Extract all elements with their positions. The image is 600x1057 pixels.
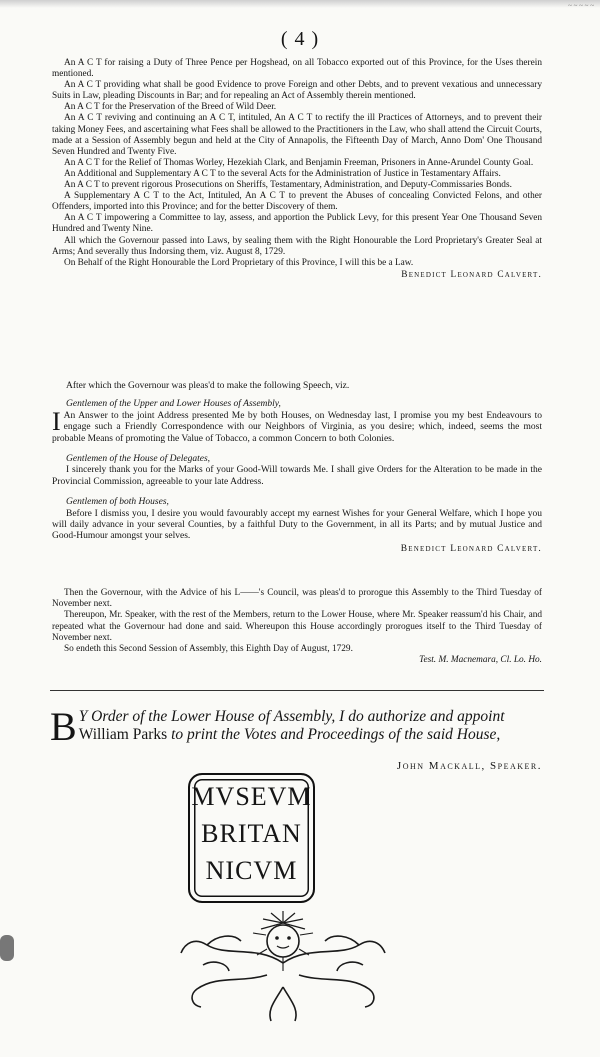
act-item: An A C T to prevent rigorous Prosecutions on Sheriffs, Testamentary, Administration, and Deputy-Commissaries Bonds. xyxy=(64,180,512,191)
clerk-attestation: Test. M. Macnemara, Cl. Lo. Ho. xyxy=(419,655,542,666)
page-top-shadow xyxy=(0,0,600,8)
speech-heading: Gentlemen of the House of Delegates, xyxy=(66,454,211,465)
acts-list xyxy=(52,58,542,281)
act-item: An A C T reviving and continuing an A C T, intituled, An A C T to rectify the ill Practices of Attorneys, and to prevent their taking Money Fees, and ascertaining what Fees shall be allowed to the Practitioners in the Law, who shall attend the Circuit Courts, made at a Session of Assembly begun and held at the City of Annapolis, the Fifteenth Day of March, Anno Dom' One Thousand Seven Hundred and Twenty Five. xyxy=(52,113,542,157)
page-number: ( 4 ) xyxy=(280,28,320,50)
section-divider xyxy=(50,690,544,691)
order-text: Y Order of the Lower House of Assembly, I do authorize and appoint xyxy=(78,708,505,725)
order-text-continued: to print the Votes and Proceedings of the said House, xyxy=(171,726,501,743)
closing-paragraph: So endeth this Second Session of Assembly, this Eighth Day of August, 1729. xyxy=(64,644,353,655)
stamp-line: NICVM xyxy=(205,856,298,885)
drop-cap: I xyxy=(52,406,61,436)
order-drop-cap: B xyxy=(50,704,77,749)
session-closing xyxy=(52,588,542,666)
act-item: An A C T for raising a Duty of Three Pence per Hogshead, on all Tobacco exported out of this Province, for the Uses therein mentioned. xyxy=(52,58,542,80)
speech-intro: After which the Governour was pleas'd to make the following Speech, viz. xyxy=(66,381,350,391)
speech-paragraph: I An Answer to the joint Address presented Me by both Houses, on Wednesday last, I promise you my best Endeavours to engage such a Friendly Correspondence with our Neighbors of Virginia, as you desire; which, indeed, seems the most probable Means of promoting the Value of Tobacco, a common Concern to both Colonies. xyxy=(52,406,542,444)
speech-heading: Gentlemen of both Houses, xyxy=(66,497,169,508)
act-item: An A C T impowering a Committee to lay, assess, and apportion the Publick Levy, for this present Year One Thousand Seven Hundred and Twenty Nine. xyxy=(52,213,542,235)
stamp-line: MVSEVM xyxy=(191,782,312,811)
speech-paragraph: Before I dismiss you, I desire you would favourably accept my earnest Wishes for your General Welfare, which I hope you will daily advance in your several Counties, by a faithful Duty to the Government, in all its Parts; and by mutual Justice and Good-Humour amongst your selves. xyxy=(52,508,542,542)
sunburst-ornament-icon xyxy=(167,905,399,1025)
closing-paragraph: Thereupon, Mr. Speaker, with the rest of the Members, return to the Lower House, where Mr. Speaker reassum'd his Chair, and repeated what the Governour had done and said. Whereupon this House accordingly prorogues itself to the Third Tuesday of November next. xyxy=(52,610,542,643)
speech-paragraph: I sincerely thank you for the Marks of your Good-Will towards Me. I shall give Orders for the Alteration to be made in the Provincial Commission, agreeable to your late Address. xyxy=(52,465,542,487)
speech-signature: Benedict Leonard Calvert. xyxy=(400,543,542,554)
act-item: An A C T providing what shall be good Evidence to prove Foreign and other Debts, and to prevent vexatious and unnecessary Suits in Law, pleading Discounts in Bar; and for repealing an Act of Assembly therein mentioned. xyxy=(52,80,542,102)
governor-speech xyxy=(52,381,542,555)
speech-heading: Gentlemen of the Upper and Lower Houses of Assembly, xyxy=(66,399,281,410)
act-item: An A C T for the Relief of Thomas Worley, Hezekiah Clark, and Benjamin Freeman, Prisoners in Anne-Arundel County Goal. xyxy=(64,157,534,168)
corner-mark: ~ ~ ~ ~ ~ xyxy=(568,2,594,10)
closing-paragraph: Then the Governour, with the Advice of his L——'s Council, was pleas'd to prorogue this Assembly to the Third Tuesday of November next. xyxy=(52,588,542,610)
printer-name: William Parks xyxy=(78,726,168,743)
speaker-signature: John Mackall, Speaker. xyxy=(396,760,542,772)
act-item: An A C T for the Preservation of the Breed of Wild Deer. xyxy=(64,102,277,113)
stamp-line: BRITAN xyxy=(201,819,302,848)
assent-formula: On Behalf of the Right Honourable the Lord Proprietary of this Province, I will this be a Law. xyxy=(64,257,414,268)
act-item: An Additional and Supplementary A C T to the several Acts for the Administration of Justice in Testamentary Affairs. xyxy=(64,168,501,179)
museum-stamp xyxy=(188,773,315,903)
assent-note: All which the Governour passed into Laws, by sealing them with the Right Honourable the Lord Proprietary's Greater Seal at Arms; And severally thus Indorsing them, viz. August 8, 1729. xyxy=(52,235,542,257)
binding-mark xyxy=(0,935,14,961)
printing-order xyxy=(50,704,550,749)
act-item: A Supplementary A C T to the Act, Intituled, An A C T to prevent the Abuses of concealing Convicted Felons, and other Offenders, imported into this Province; and for the better Discovery of them. xyxy=(52,191,542,213)
governor-signature: Benedict Leonard Calvert. xyxy=(401,269,542,280)
